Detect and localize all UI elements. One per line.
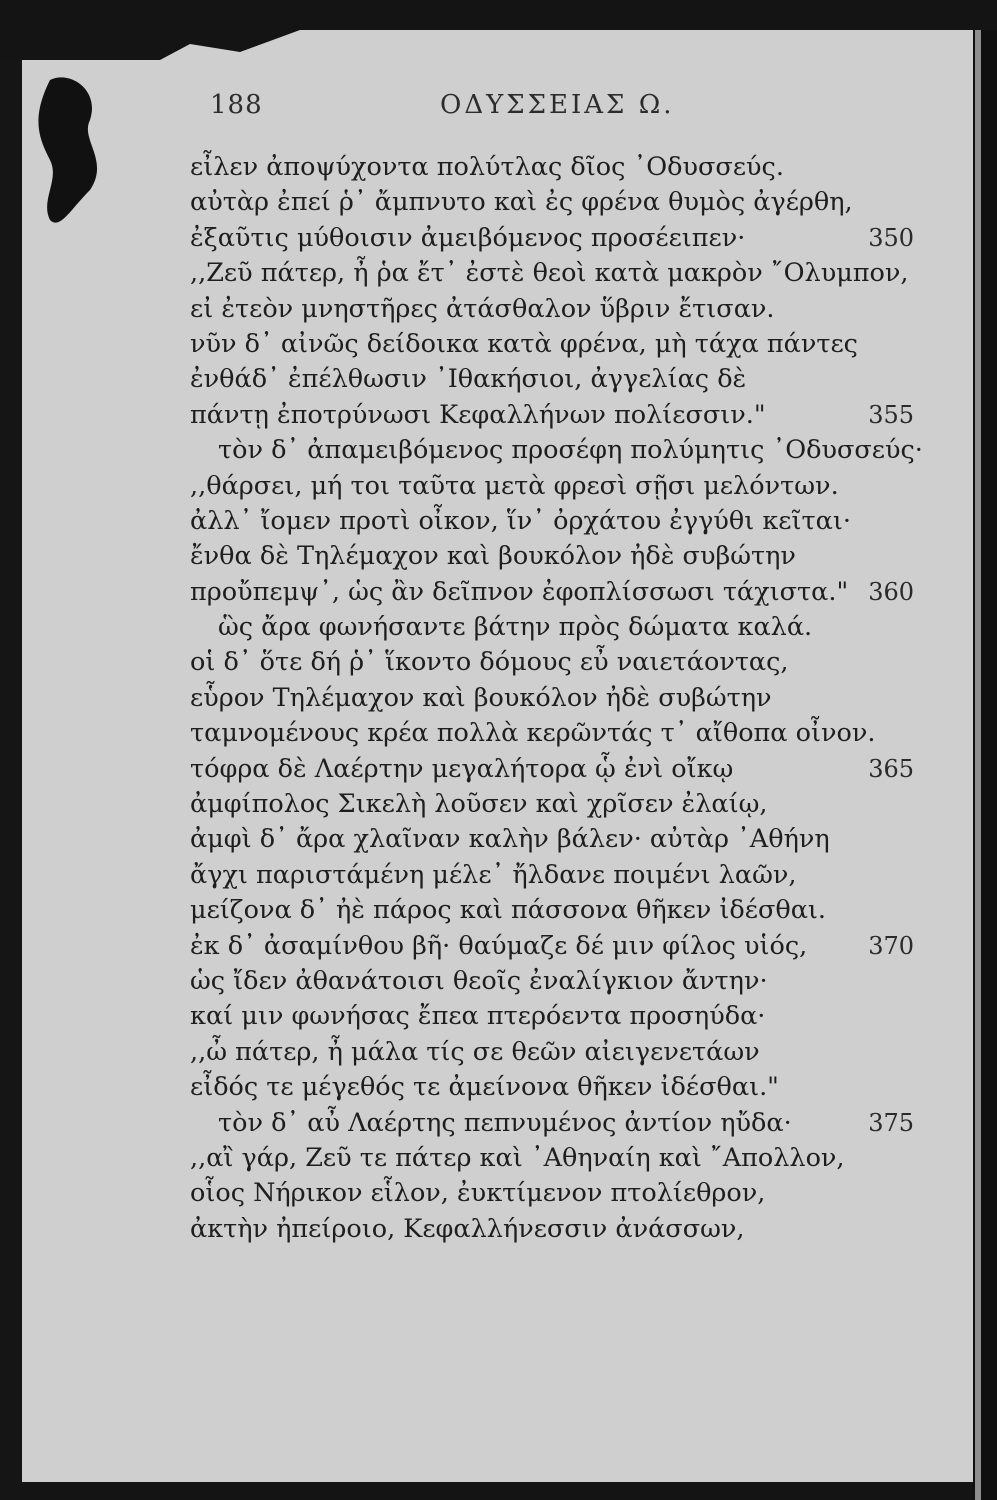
verse-line <box>190 539 920 574</box>
line-number: 375 <box>868 1108 914 1137</box>
verse-text: τὸν δ᾿ ἀπαμειβόμενος προσέφη πολύμητις ᾿Οδυσσεύς· <box>218 435 923 466</box>
verse-line <box>190 610 920 645</box>
verse-text: ἀμφὶ δ᾿ ἄρα χλαῖναν καλὴν βάλεν· αὐτὰρ ᾿Αθήνη <box>190 824 830 855</box>
ink-stain-shape <box>38 77 97 222</box>
verse-line <box>190 292 920 327</box>
verse-line <box>190 645 920 680</box>
verse-text: εἶδός τε μέγεθός τε ἀμείνονα θῆκεν ἰδέσθαι." <box>190 1072 779 1103</box>
line-number: 370 <box>868 931 914 960</box>
verse-line <box>190 1070 920 1105</box>
verse-text: ἀμφίπολος Σικελὴ λοῦσεν καὶ χρῖσεν ἐλαίῳ, <box>190 789 768 820</box>
verse-text: καί μιν φωνήσας ἔπεα πτερόεντα προσηύδα· <box>190 1001 766 1032</box>
verse-text: αὐτὰρ ἐπεί ῥ᾿ ἄμπνυτο καὶ ἐς φρένα θυμὸς ἀγέρθη, <box>190 187 853 218</box>
verse-text: οἷος Νήρικον εἷλον, ἐυκτίμενον πτολίεθρον, <box>190 1178 766 1209</box>
running-header <box>200 90 890 130</box>
verse-text: ἀκτὴν ἠπείροιο, Κεφαλλήνεσσιν ἀνάσσων, <box>190 1213 745 1244</box>
verse-text: ,,αἲ γάρ, Ζεῦ τε πάτερ καὶ ᾿Αθηναίη καὶ ῎Απολλον, <box>190 1142 845 1173</box>
torn-edge <box>0 0 997 60</box>
verse-text: εὗρον Τηλέμαχον καὶ βουκόλον ἠδὲ συβώτην <box>190 682 772 713</box>
verse-text: εἰ ἐτεὸν μνηστῆρες ἀτάσθαλον ὕβριν ἔτισαν. <box>190 293 775 324</box>
verse-line <box>190 999 920 1034</box>
verse-line <box>190 681 920 716</box>
verse-line <box>190 185 920 220</box>
verse-text: ἄγχι παριστάμένη μέλε᾿ ἤλδανε ποιμένι λαῶν, <box>190 859 797 890</box>
verse-text: εἶλεν ἀποψύχοντα πολύτλας δῖος ᾿Οδυσσεύς. <box>190 152 784 182</box>
line-number: 360 <box>868 577 914 606</box>
verse-line <box>190 327 920 362</box>
verse-line <box>190 1141 920 1176</box>
verse-line <box>190 256 920 291</box>
torn-edge-shape <box>0 0 997 60</box>
verse-line <box>190 787 920 822</box>
left-gutter <box>0 0 22 1500</box>
verse-line <box>190 398 920 433</box>
verse-line <box>190 362 920 397</box>
ink-stain <box>30 60 130 240</box>
running-title: ΟΔΥΣΣΕΙΑΣ Ω. <box>440 90 675 120</box>
verse-text: ἐνθάδ᾿ ἐπέλθωσιν ᾿Ιθακήσιοι, ἀγγελίας δὲ <box>190 364 747 395</box>
spine-edge <box>975 0 981 1500</box>
verse-text: ,,ὦ πάτερ, ἦ μάλα τίς σε θεῶν αἰειγενετάων <box>190 1036 760 1067</box>
verse-line <box>190 929 920 964</box>
verse-line <box>190 150 920 185</box>
verse-line <box>190 752 920 787</box>
verse-text: ὡς ἴδεν ἀθανάτοισι θεοῖς ἐναλίγκιον ἄντην· <box>190 965 768 996</box>
verse-text: ἔνθα δὲ Τηλέμαχον καὶ βουκόλον ἠδὲ συβώτην <box>190 541 796 572</box>
verse-text: ὣς ἄρα φωνήσαντε βάτην πρὸς δώματα καλά. <box>218 612 813 643</box>
verse-line <box>190 858 920 893</box>
verse-block <box>190 150 923 1247</box>
verse-text: τὸν δ᾿ αὖ Λαέρτης πεπνυμένος ἀντίον ηὔδα· <box>218 1107 792 1138</box>
verse-text: πάντῃ ἐποτρύνωσι Κεφαλλήνων πολίεσσιν." <box>190 399 766 430</box>
verse-line <box>190 433 923 468</box>
verse-line <box>190 575 920 610</box>
verse-line <box>190 893 920 928</box>
verse-line <box>190 822 920 857</box>
verse-line <box>190 1212 920 1247</box>
verse-text: ἐκ δ᾿ ἀσαμίνθου βῆ· θαύμαζε δέ μιν φίλος υἱός, <box>190 930 808 961</box>
verse-line <box>190 504 920 539</box>
verse-line <box>190 716 920 751</box>
line-number: 350 <box>868 223 914 252</box>
verse-text: τόφρα δὲ Λαέρτην μεγαλήτορα ᾧ ἐνὶ οἴκῳ <box>190 753 734 784</box>
verse-line <box>190 469 920 504</box>
verse-text: προὔπεμψ᾿, ὡς ἂν δεῖπνον ἐφοπλίσσωσι τάχιστα." <box>190 576 849 607</box>
verse-text: ἐξαῦτις μύθοισιν ἀμειβόμενος προσέειπεν· <box>190 222 746 253</box>
line-number: 355 <box>868 400 914 429</box>
verse-text: νῦν δ᾿ αἰνῶς δείδοικα κατὰ φρένα, μὴ τάχα πάντες <box>190 328 858 359</box>
verse-line <box>190 964 920 999</box>
verse-text: μείζονα δ᾿ ἠὲ πάρος καὶ πάσσονα θῆκεν ἰδέσθαι. <box>190 895 827 926</box>
page-number: 188 <box>210 90 263 120</box>
verse-text: ,,Ζεῦ πάτερ, ἦ ῥα ἔτ᾿ ἐστὲ θεοὶ κατὰ μακρὸν ῎Ολυμπον, <box>190 258 909 289</box>
verse-text: ταμνομένους κρέα πολλὰ κερῶντάς τ᾿ αἴθοπα οἶνον. <box>190 718 876 749</box>
verse-line <box>190 1176 920 1211</box>
verse-line <box>190 1035 920 1070</box>
verse-text: οἱ δ᾿ ὅτε δή ῥ᾿ ἵκοντο δόμους εὖ ναιετάοντας, <box>190 647 789 678</box>
line-number: 365 <box>868 754 914 783</box>
verse-line <box>190 221 920 256</box>
verse-line <box>190 1106 920 1141</box>
verse-text: ἀλλ᾿ ἴομεν προτὶ οἶκον, ἵν᾿ ὀρχάτου ἐγγύθι κεῖται· <box>190 505 851 536</box>
verse-text: ,,θάρσει, μή τοι ταῦτα μετὰ φρεσὶ σῇσι μελόντων. <box>190 470 839 501</box>
